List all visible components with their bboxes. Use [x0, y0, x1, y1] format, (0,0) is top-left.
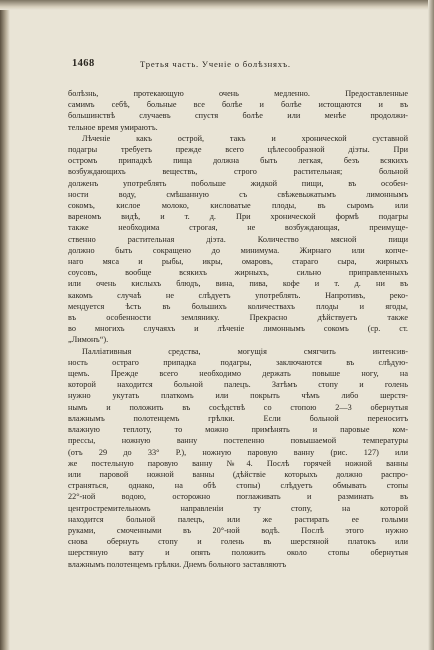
book-page — [68, 58, 408, 570]
text-line: „Лимонъ“). — [68, 335, 109, 345]
text-line: самимъ себѣ, больные все болѣе и болѣе истощаются и въ — [68, 100, 408, 110]
page-top-edge — [0, 0, 434, 10]
text-line: 22°-ной водою, осторожно поглаживать и разминать въ — [68, 492, 408, 502]
text-line: вареномъ видѣ, и т. д. При хронической формѣ подагры — [68, 212, 408, 222]
text-line: ность остраго припадка подагры, заключаются въ слѣдую- — [68, 357, 408, 367]
text-line: снова обернуть стопу и голень въ шерстяной платокъ или — [68, 537, 408, 547]
text-line: нымъ и положить въ сосѣдствѣ со стопою 2—3 обернутыя — [68, 402, 408, 412]
text-line: во многихъ случаяхъ и лѣченіе лимоннымъ сокомъ (ср. ст. — [68, 324, 408, 334]
text-line: Лѣченіе какъ острой, такъ и хронической суставной — [82, 133, 408, 143]
text-line: возбуждающихъ веществъ, строго растительная; больной — [68, 167, 408, 177]
text-line: нужно укутать платкомъ или покрыть чѣмъ либо шерстя- — [68, 391, 408, 401]
book-spine-shadow — [0, 0, 10, 650]
text-line: остромъ припадкѣ пища должна быть легкая, безъ всякихъ — [68, 156, 408, 166]
text-line: руками, смоченными въ 20°-ной водѣ. Послѣ этого нужно — [68, 525, 408, 535]
text-line: подагры требуетъ прежде всего цѣлесообразной діэты. При — [68, 145, 408, 155]
text-line: сокомъ, кислое молоко, кисловатые плоды, въ сыромъ или — [68, 201, 408, 211]
text-line: находится больной палецъ, или же растирать ее голыми — [68, 514, 408, 524]
text-line: Паллiативныя средства, могущiя смягчить интенсив- — [82, 346, 408, 356]
text-line: которой находится больной палецъ. Затѣмъ стопу и голень — [68, 380, 408, 390]
text-line: (отъ 29 до 33° Р.), ножную паровую ванну (рис. 127) или — [68, 447, 408, 457]
text-line: же постельную паровую ванну №4. Послѣ горячей ножной ванны — [68, 458, 408, 468]
text-line: долженъ употреблять побольше жидкой пищи, въ особен- — [68, 178, 408, 188]
text-line: шерстяную вату и опять положить около стопы обернутыя — [68, 548, 408, 558]
text-line: или паровой ножной ванны (дѣйствіе которыхъ должно распро- — [68, 469, 408, 479]
text-line: должно быть сокращено до минимума. Жирнаго или копче- — [68, 245, 408, 255]
text-line: въ особенности землянику. Прекрасно дѣйствуетъ также — [68, 313, 408, 323]
paragraph — [68, 346, 408, 570]
text-line: какомъ случаѣ не слѣдуетъ употреблять. Напротивъ, реко- — [68, 290, 408, 300]
text-line: тельное время умираютъ. — [68, 122, 158, 132]
page-header — [68, 58, 408, 74]
body-text — [68, 88, 408, 570]
text-line: ности воду, смѣшанную съ свѣжевыжатымъ лимоннымъ — [68, 189, 408, 199]
text-line: или очень кислыхъ блюдъ, вина, пива, кофе и т. д. ни въ — [68, 279, 408, 289]
text-line: центростремительномъ направленіи ту стопу, на которой — [68, 503, 408, 513]
text-line: влажнымъ полотенцемъ грѣлки. Если больной переноситъ — [68, 413, 408, 423]
text-line: соусовъ, вообще всякихъ жирныхъ, сильно приправленныхъ — [68, 268, 408, 278]
page-number: 1468 — [72, 58, 95, 69]
text-line: наго мяса и рыбы, икры, омаровъ, стараго сыра, жирныхъ — [68, 257, 408, 267]
text-line: также необходима строгая, не возбуждающая, преимуще- — [68, 223, 408, 233]
running-head: Третья часть. Ученіе о болѣзняхъ. — [140, 59, 291, 69]
paragraph — [68, 133, 408, 346]
text-line: прессы, ножную ванну постепенно повышаемой температуры — [68, 436, 408, 446]
paragraph — [68, 88, 408, 133]
text-line: большинствѣ случаевъ спустя болѣе или менѣе продолжи- — [68, 111, 408, 121]
text-line: щемъ. Прежде всего необходимо держать повыше ногу, на — [68, 369, 408, 379]
page-right-edge — [428, 0, 434, 650]
text-line: мендуется ѣсть въ большихъ количествахъ плоды и ягоды, — [68, 301, 408, 311]
text-line: влажнымъ полотенцемъ грѣлки. Днемъ больного заставляютъ — [68, 559, 287, 569]
text-line: ственно растительная діэта. Количество мясной пищи — [68, 234, 408, 244]
text-line: влажную теплоту, то можно примѣнять и паровые ком- — [68, 425, 408, 435]
text-line: страняться, однако, на обѣ стопы) слѣдуетъ обмывать стопы — [68, 481, 408, 491]
text-line: болѣзнь, протекающую очень медленно. Предоставленные — [68, 89, 408, 98]
